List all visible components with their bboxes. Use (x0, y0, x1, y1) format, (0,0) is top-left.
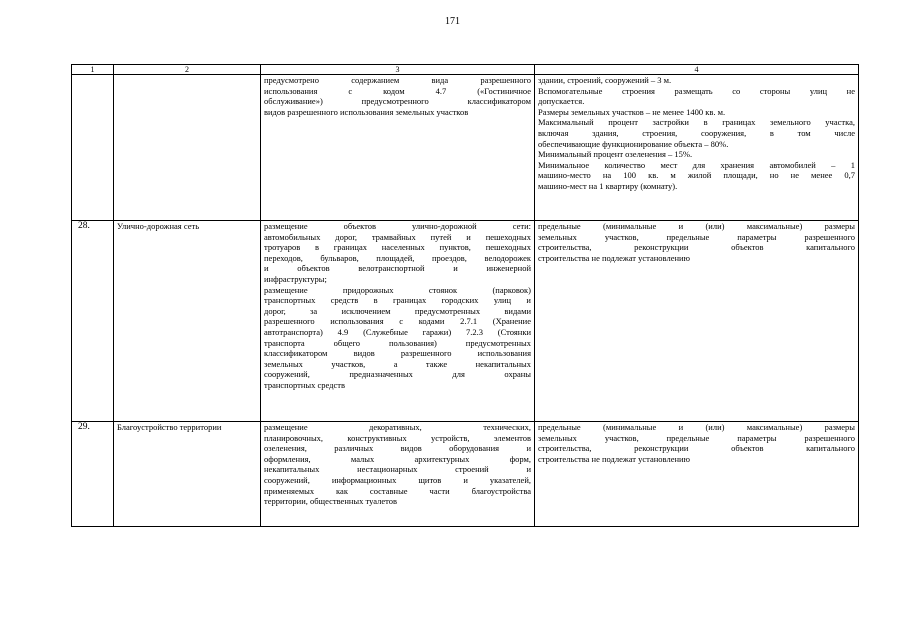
table-row-continued (72, 75, 859, 221)
text-line: оформления, малых архитектурных форм, (264, 453, 531, 464)
text-line: автомобильных дорог, трамвайных путей и пешеходных (264, 231, 531, 242)
text-line: обеспечивающие функционирование объекта – 80%. (538, 138, 729, 149)
text-line: сооружений, информационных щитов и указателей, (264, 474, 531, 485)
cell-parameters (535, 75, 859, 221)
text-line: земельных участков, а также некапитальных (264, 358, 531, 369)
cell-name: Улично-дорожная сеть (114, 221, 261, 422)
text-line: инфраструктуры; (264, 273, 327, 284)
text-line: размещение объектов улично-дорожной сети: (264, 221, 531, 231)
text-line: Вспомогательные строения размещать со стороны улиц не (538, 85, 855, 96)
text-line: земельных участков, предельные параметры разрешенного (538, 231, 855, 242)
text-line: земельных участков, предельные параметры разрешенного (538, 432, 855, 443)
text-line: машино-мест на 1 квартиру (комнату). (538, 180, 678, 191)
cell-name: Благоустройство территории (114, 422, 261, 527)
paragraph (538, 75, 855, 86)
text-line: строительства не подлежат установлению (538, 453, 690, 464)
text-line: переходов, бульваров, площадей, проездов, велодорожек (264, 252, 531, 263)
cell-description (261, 75, 535, 221)
text-line: использования с кодом 4.7 («Гостиничное (264, 85, 531, 96)
paragraph (538, 107, 855, 118)
page-number: 171 (445, 16, 460, 27)
text-line: сооружений, предназначенных для охраны (264, 369, 531, 380)
header-col-4: 4 (535, 65, 859, 75)
text-line: Минимальное количество мест для хранения автомобилей – 1 (538, 159, 855, 170)
cell-num: 29. (72, 422, 114, 527)
text-line: Размеры земельных участков – не менее 1400 кв. м. (538, 106, 726, 117)
text-line: применяемых как составные части благоустройства (264, 485, 531, 496)
table-row (72, 221, 859, 422)
text-line: машино-место на 100 кв. м жилой площади, но не менее 0,7 (538, 170, 855, 181)
text-line: строительства, реконструкции объектов капитального (538, 443, 855, 454)
cell-name (114, 75, 261, 221)
text-line: автотранспорта) 4.9 (Служебные гаражи) 7.2.3 (Стоянки (264, 326, 531, 337)
cell-description (261, 221, 535, 422)
text-line: здании, строений, сооружений – 3 м. (538, 75, 672, 85)
text-line: размещение придорожных стоянок (парковок) (264, 284, 531, 295)
text-line: включая здания, строения, сооружения, в том числе (538, 127, 855, 138)
cell-description (261, 422, 535, 527)
text-line: Максимальный процент застройки в границах земельного участка, (538, 117, 855, 128)
header-col-3: 3 (261, 65, 535, 75)
text-line: планировочных, конструктивных устройств, элементов (264, 432, 531, 443)
text-line: допускается. (538, 96, 585, 107)
text-line: тротуаров в границах населенных пунктов, пешеходных (264, 242, 531, 253)
text-line: некапитальных нестационарных строений и (264, 464, 531, 475)
table-header-row (72, 65, 859, 75)
text-line: транспорта общего пользования) предусмотренных (264, 337, 531, 348)
paragraph (538, 149, 855, 160)
text-line: и объектов велотранспортной и инженерной (264, 263, 531, 274)
text-line: строительства, реконструкции объектов капитального (538, 242, 855, 253)
paragraph (538, 117, 855, 149)
text-line: озеленения, различных видов оборудования и (264, 443, 531, 454)
text-line: предельные (минимальные и (или) максимальные) размеры (538, 221, 855, 231)
text-line: обслуживание») предусмотренного классификатором (264, 96, 531, 107)
text-line: предусмотрено содержанием вида разрешенного (264, 75, 531, 85)
text-line: видов разрешенного использования земельных участков (264, 106, 469, 117)
paragraph (538, 86, 855, 107)
paragraph (538, 160, 855, 192)
cell-parameters (535, 221, 859, 422)
cell-num (72, 75, 114, 221)
text-line: Минимальный процент озеленения – 15%. (538, 149, 693, 160)
cell-num: 28. (72, 221, 114, 422)
text-line: дорог, за исключением предусмотренных видами (264, 305, 531, 316)
table-row (72, 422, 859, 527)
cell-parameters (535, 422, 859, 527)
header-col-1: 1 (72, 65, 114, 75)
text-line: разрешенного использования с кодами 2.7.1 (Хранение (264, 316, 531, 327)
land-use-table (71, 64, 859, 527)
text-line: строительства не подлежат установлению (538, 252, 690, 263)
text-line: размещение декоративных, технических, (264, 422, 531, 432)
text-line: транспортных средств в границах городских улиц и (264, 295, 531, 306)
header-col-2: 2 (114, 65, 261, 75)
text-line: территории, общественных туалетов (264, 496, 397, 507)
text-line: предельные (минимальные и (или) максимальные) размеры (538, 422, 855, 432)
text-line: классификатором видов разрешенного использования (264, 348, 531, 359)
text-line: транспортных средств (264, 379, 345, 390)
